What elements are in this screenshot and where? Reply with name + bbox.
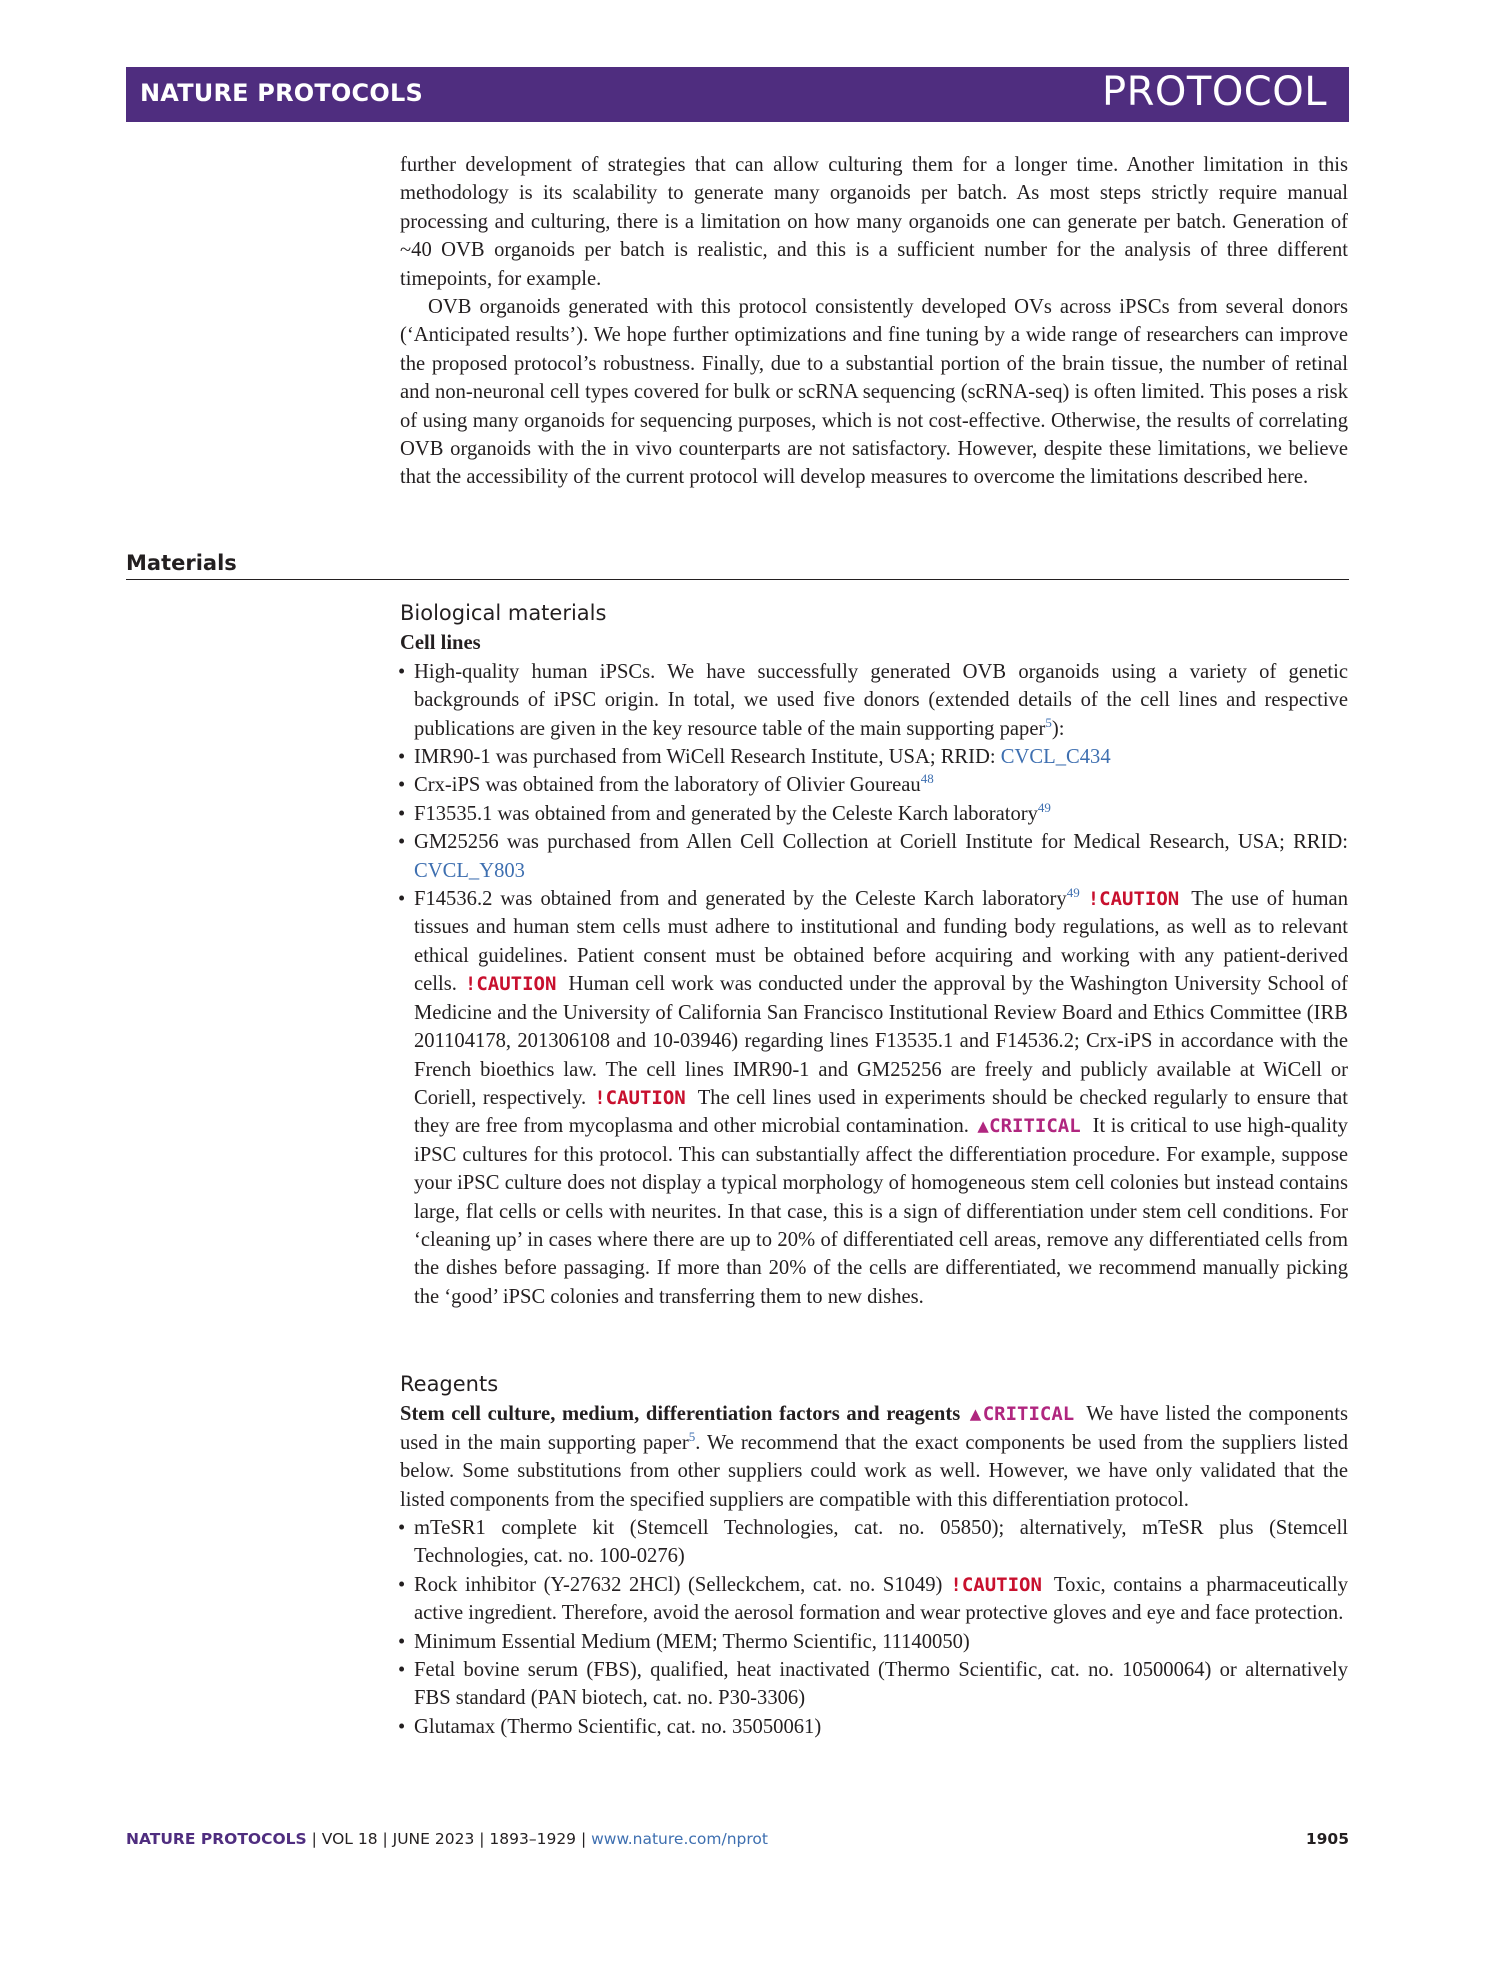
intro-paragraph-2: OVB organoids generated with this protocol consistently developed OVs across iPSCs from several donors (‘Anticipated results’). We hope further optimizations and fine tuning by a wide range of researchers can improve the proposed protocol’s robustness. Finally, due to a substantial portion of the brain tissue, the number of retinal and non-neuronal cell types covered for bulk or scRNA sequencing (scRNA-seq) is often limited. This poses a risk of using many organoids for sequencing purposes, which is not cost-effective. Otherwise, the results of correlating OVB organoids with the in vivo counterparts are not satisfactory. However, despite these limitations, we believe that the accessibility of the current protocol will develop measures to overcome the limitations described here. [400,296,1348,489]
footer-url-link[interactable]: www.nature.com/nprot [591,1830,768,1848]
citation-link[interactable]: 5 [1045,714,1052,730]
list-item: • F14536.2 was obtained from and generated by the Celeste Karch laboratory$^{49}$ !CAUTION The use of human tissues and human stem cells must adhere to institutional and funding body regulations, as well as to relevant ethical guidelines. Patient consent must be obtained before acquiring and working with any patient-derived cells. !CAUTION Human cell work was conducted under the approval by the Washington University School of Medicine and the University of California San Francisco Institutional Review Board and Ethics Committee (IRB 201104178, 201306108 and 10-03946) regarding lines F13535.1 and F14536.2; Crx-iPS in accordance with the French bioethics law. The cell lines IMR90-1 and GM25256 are freely and publicly available at WiCell or Coriell, respectively. !CAUTION The cell lines used in experiments should be checked regularly to ensure that they are free from mycoplasma and other microbial contamination. ▲CRITICAL It is critical to use high-quality iPSC cultures for this protocol. This can substantially affect the differentiation procedure. For example, suppose your iPSC culture does not display a typical morphology of homogeneous stem cell colonies but instead contains large, flat cells or cells with neurites. In that case, this is a sign of differentiation under stem cell conditions. For ‘cleaning up’ in cases where there are up to 20% of differentiated cell areas, remove any differentiated cells from the dishes before passaging. If more than 20% of the cells are differentiated, we recommend manually picking the ‘good’ iPSC colonies and transferring them to new dishes. [400,885,1348,1311]
caution-label: !CAUTION [950,1573,1042,1596]
rrid-link[interactable]: CVCL_C434 [1000,746,1111,769]
critical-label: ▲CRITICAL [976,1115,1081,1138]
citation-link[interactable]: 49 [1066,885,1080,901]
list-item: • mTeSR1 complete kit (Stemcell Technologies, cat. no. 05850); alternatively, mTeSR plus (Stemcell Technologies, cat. no. 100-0276) [400,1514,1348,1571]
reagents-section [400,1370,1348,1741]
citation-link[interactable]: 49 [1037,799,1051,815]
reagents-list [400,1514,1348,1741]
intro-text [400,151,1348,492]
list-item: • F13535.1 was obtained from and generated by the Celeste Karch laboratory$^{49}$ [400,800,1348,828]
caution-label: !CAUTION [1087,888,1180,911]
list-item: • Minimum Essential Medium (MEM; Thermo Scientific, 11140050) [400,1628,1348,1656]
cell-lines-heading: Cell lines [400,632,481,655]
list-item: • Fetal bovine serum (FBS), qualified, heat inactivated (Thermo Scientific, cat. no. 10500064) or alternatively FBS standard (PAN biotech, cat. no. P30-3306) [400,1656,1348,1713]
reagents-heading: Reagents [400,1372,499,1396]
page-number: 1905 [1305,1830,1349,1848]
list-item: • High-quality human iPSCs. We have successfully generated OVB organoids using a variety of genetic backgrounds of iPSC origin. In total, we used five donors (extended details of the cell lines and respective publications are given in the key resource table of the main supporting paper$^5$): [400,658,1348,743]
rrid-link[interactable]: CVCL_Y803 [414,859,525,882]
list-item: • Rock inhibitor (Y-27632 2HCl) (Selleckchem, cat. no. S1049) !CAUTION Toxic, contains a pharmaceutically active ingredient. Therefore, avoid the aerosol formation and wear protective gloves and eye and face protection. [400,1571,1348,1628]
article-type: PROTOCOL [1101,69,1327,115]
citation-link[interactable]: 48 [920,771,934,787]
biological-materials-section [400,599,1348,1311]
footer-details: | VOL 18 | JUNE 2023 | 1893–1929 | [306,1830,592,1848]
cell-lines-list [400,658,1348,1311]
list-item: • GM25256 was purchased from Allen Cell Collection at Coriell Institute for Medical Research, USA; RRID: CVCL_Y803 [400,828,1348,885]
materials-heading: Materials [126,551,1349,580]
biological-materials-heading: Biological materials [400,601,607,625]
caution-label: !CAUTION [594,1086,686,1109]
page-footer [126,1830,1349,1848]
critical-label: ▲CRITICAL [968,1403,1075,1426]
list-item: • IMR90-1 was purchased from WiCell Research Institute, USA; RRID: CVCL_C434 [400,743,1348,771]
list-item: • Crx-iPS was obtained from the laboratory of Olivier Goureau$^{48}$ [400,771,1348,799]
intro-paragraph-1: further development of strategies that can allow culturing them for a longer time. Another limitation in this methodology is its scalability to generate many organoids per batch. As most steps strictly require manual processing and culturing, there is a limitation on how many organoids one can generate per batch. Generation of ~40 OVB organoids per batch is realistic, and this is a sufficient number for the analysis of three different timepoints, for example. [400,154,1348,290]
reagents-intro: Stem cell culture, medium, differentiation factors and reagents ▲CRITICAL We have listed the components used in the main supporting paper$^5$. We recommend that the exact components be used from the suppliers listed below. Some substitutions from other suppliers could work as well. However, we have only validated that the listed components from the specified suppliers are compatible with this differentiation protocol. [400,1403,1348,1511]
caution-label: !CAUTION [464,973,557,996]
journal-name: NATURE PROTOCOLS [140,79,423,107]
list-item: • Glutamax (Thermo Scientific, cat. no. 35050061) [400,1713,1348,1741]
journal-header-bar [126,67,1349,122]
footer-journal: NATURE PROTOCOLS [126,1830,307,1848]
citation-link[interactable]: 5 [688,1428,696,1444]
